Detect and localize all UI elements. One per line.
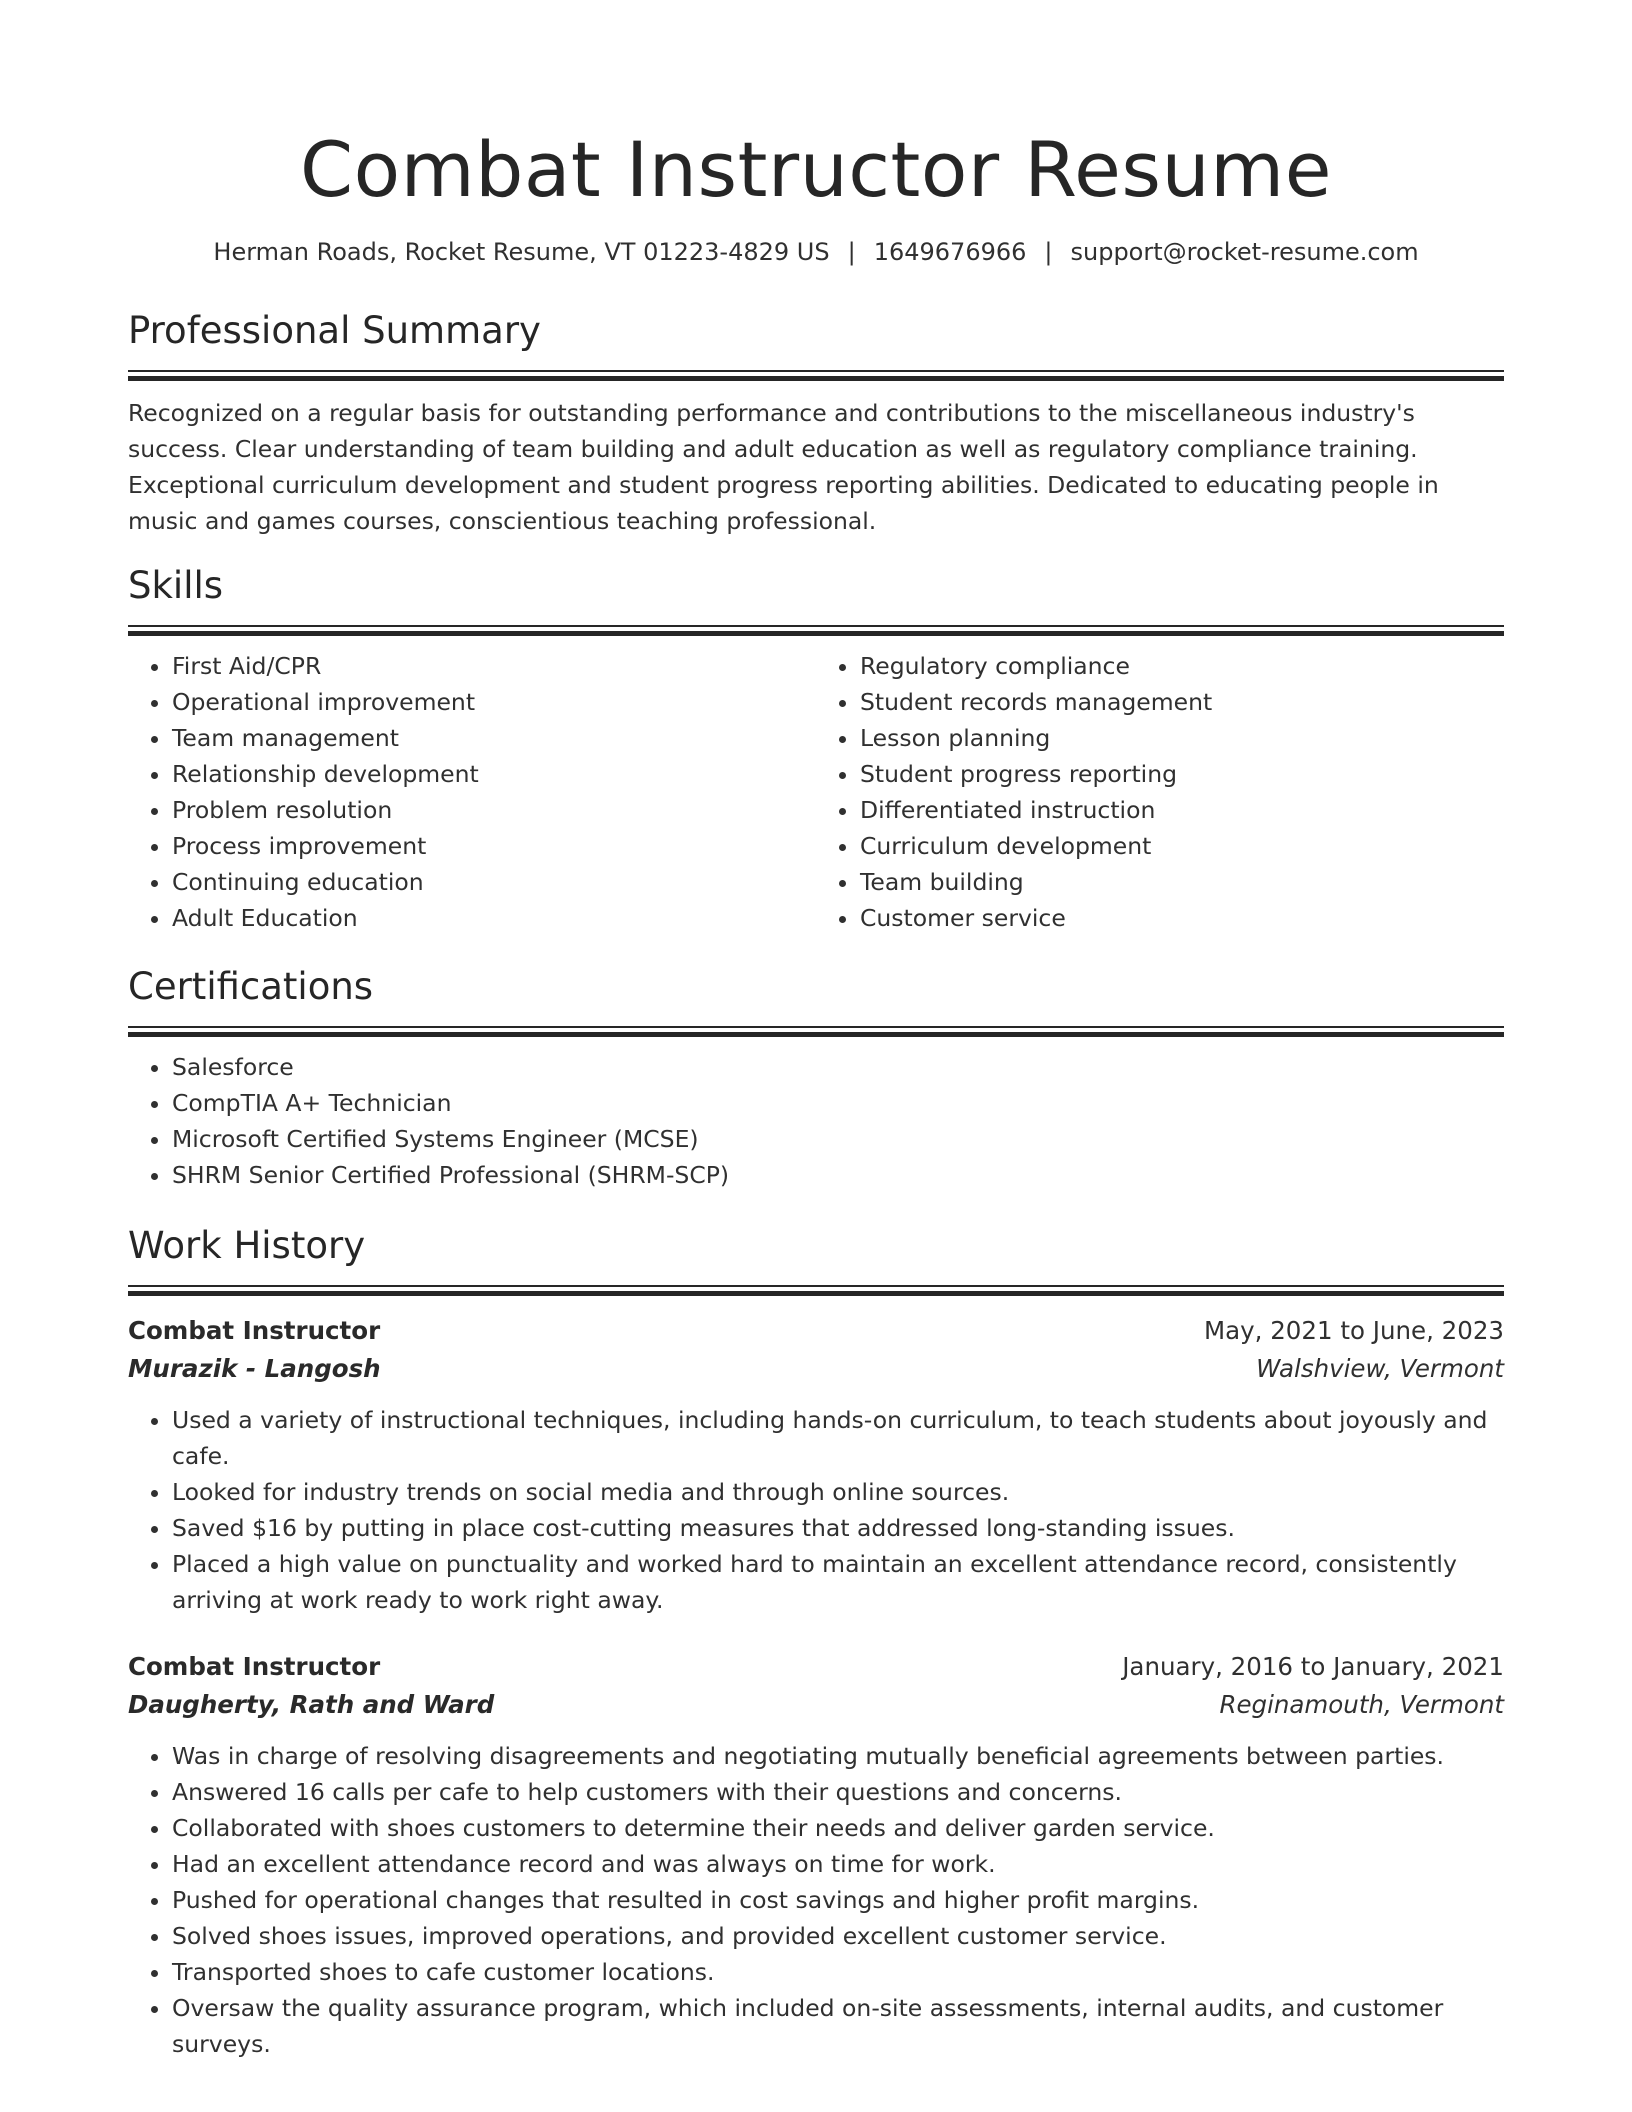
skill-item: • Relationship development: [172, 756, 816, 792]
job-bullet: • Used a variety of instructional techniques, including hands-on curriculum, to teach students about joyously and cafe.: [172, 1402, 1504, 1474]
skill-item: • Process improvement: [172, 828, 816, 864]
contact-phone: 1649676966: [873, 238, 1027, 266]
skill-item: • Differentiated instruction: [860, 792, 1504, 828]
certification-item: • CompTIA A+ Technician: [172, 1085, 1504, 1121]
section-divider: [128, 370, 1504, 381]
job-company-row: [128, 1350, 1504, 1388]
job-entry: [128, 1312, 1504, 1618]
skill-item: • Team building: [860, 864, 1504, 900]
job-company-row: [128, 1686, 1504, 1724]
skills-columns: [128, 648, 1504, 936]
skill-item: • Customer service: [860, 900, 1504, 936]
certifications-list: [128, 1049, 1504, 1193]
job-title: Combat Instructor: [128, 1316, 381, 1345]
job-bullet: • Collaborated with shoes customers to determine their needs and deliver garden service.: [172, 1810, 1504, 1846]
skill-item: • First Aid/CPR: [172, 648, 816, 684]
section-divider: [128, 1285, 1504, 1296]
job-bullet: • Looked for industry trends on social media and through online sources.: [172, 1474, 1504, 1510]
contact-address: Herman Roads, Rocket Resume, VT 01223-4829 US: [213, 238, 830, 266]
certification-item: • SHRM Senior Certified Professional (SHRM-SCP): [172, 1157, 1504, 1193]
job-bullets: [128, 1402, 1504, 1618]
contact-separator: |: [847, 238, 856, 266]
skills-column-left: [128, 648, 816, 936]
work-history-heading: Work History: [128, 1224, 366, 1267]
job-entries: [128, 1312, 1504, 2062]
job-bullet: • Was in charge of resolving disagreements and negotiating mutually beneficial agreements between parties.: [172, 1738, 1504, 1774]
job-dates: January, 2016 to January, 2021: [1122, 1652, 1504, 1681]
certifications-heading: Certifications: [128, 965, 374, 1008]
job-header-row: [128, 1648, 1504, 1686]
skill-item: • Student progress reporting: [860, 756, 1504, 792]
skill-item: • Adult Education: [172, 900, 816, 936]
skill-item: • Team management: [172, 720, 816, 756]
resume-title: Combat Instructor Resume: [300, 125, 1332, 214]
job-location: Reginamouth, Vermont: [1219, 1690, 1504, 1719]
section-divider: [128, 625, 1504, 636]
job-bullet: • Placed a high value on punctuality and worked hard to maintain an excellent attendance record, consistently arriving at work ready to work right away.: [172, 1546, 1504, 1618]
skill-item: • Operational improvement: [172, 684, 816, 720]
skills-section: [128, 563, 1504, 936]
job-dates: May, 2021 to June, 2023: [1203, 1316, 1504, 1345]
skill-item: • Problem resolution: [172, 792, 816, 828]
contact-email[interactable]: support@rocket-resume.com: [1070, 238, 1419, 266]
certifications-section: [128, 964, 1504, 1193]
job-bullet: • Solved shoes issues, improved operations, and provided excellent customer service.: [172, 1918, 1504, 1954]
summary-section: [128, 308, 1504, 539]
skill-item: • Regulatory compliance: [860, 648, 1504, 684]
job-location: Walshview, Vermont: [1256, 1354, 1504, 1383]
summary-heading: Professional Summary: [128, 309, 541, 352]
job-entry: [128, 1648, 1504, 2062]
skill-item: • Lesson planning: [860, 720, 1504, 756]
section-divider: [128, 1026, 1504, 1037]
resume-page: [128, 0, 1504, 2062]
job-company: Daugherty, Rath and Ward: [128, 1690, 495, 1719]
job-title: Combat Instructor: [128, 1652, 381, 1681]
job-bullet: • Had an excellent attendance record and was always on time for work.: [172, 1846, 1504, 1882]
skills-list-left: [128, 648, 816, 936]
work-history-section: [128, 1223, 1504, 2062]
job-company: Murazik - Langosh: [128, 1354, 381, 1383]
job-bullets: [128, 1738, 1504, 2062]
contact-separator: |: [1044, 238, 1053, 266]
skill-item: • Continuing education: [172, 864, 816, 900]
skills-heading: Skills: [128, 564, 224, 607]
certification-item: • Salesforce: [172, 1049, 1504, 1085]
job-bullet: • Pushed for operational changes that resulted in cost savings and higher profit margins.: [172, 1882, 1504, 1918]
summary-text: Recognized on a regular basis for outstanding performance and contributions to the miscellaneous industry's success. Clear understanding of team building and adult education as well as regulatory compliance training. Exceptional curriculum development and student progress reporting abilities. Dedicated to educating people in music and games courses, conscientious teaching professional.: [128, 399, 1439, 535]
certification-item: • Microsoft Certified Systems Engineer (MCSE): [172, 1121, 1504, 1157]
job-header-row: [128, 1312, 1504, 1350]
skill-item: • Curriculum development: [860, 828, 1504, 864]
contact-line: [128, 236, 1504, 268]
job-bullet: • Saved $16 by putting in place cost-cutting measures that addressed long-standing issues.: [172, 1510, 1504, 1546]
skills-list-right: [816, 648, 1504, 936]
job-bullet: • Answered 16 calls per cafe to help customers with their questions and concerns.: [172, 1774, 1504, 1810]
job-bullet: • Transported shoes to cafe customer locations.: [172, 1954, 1504, 1990]
skills-column-right: [816, 648, 1504, 936]
job-bullet: • Oversaw the quality assurance program, which included on-site assessments, internal audits, and customer surveys.: [172, 1990, 1504, 2062]
skill-item: • Student records management: [860, 684, 1504, 720]
